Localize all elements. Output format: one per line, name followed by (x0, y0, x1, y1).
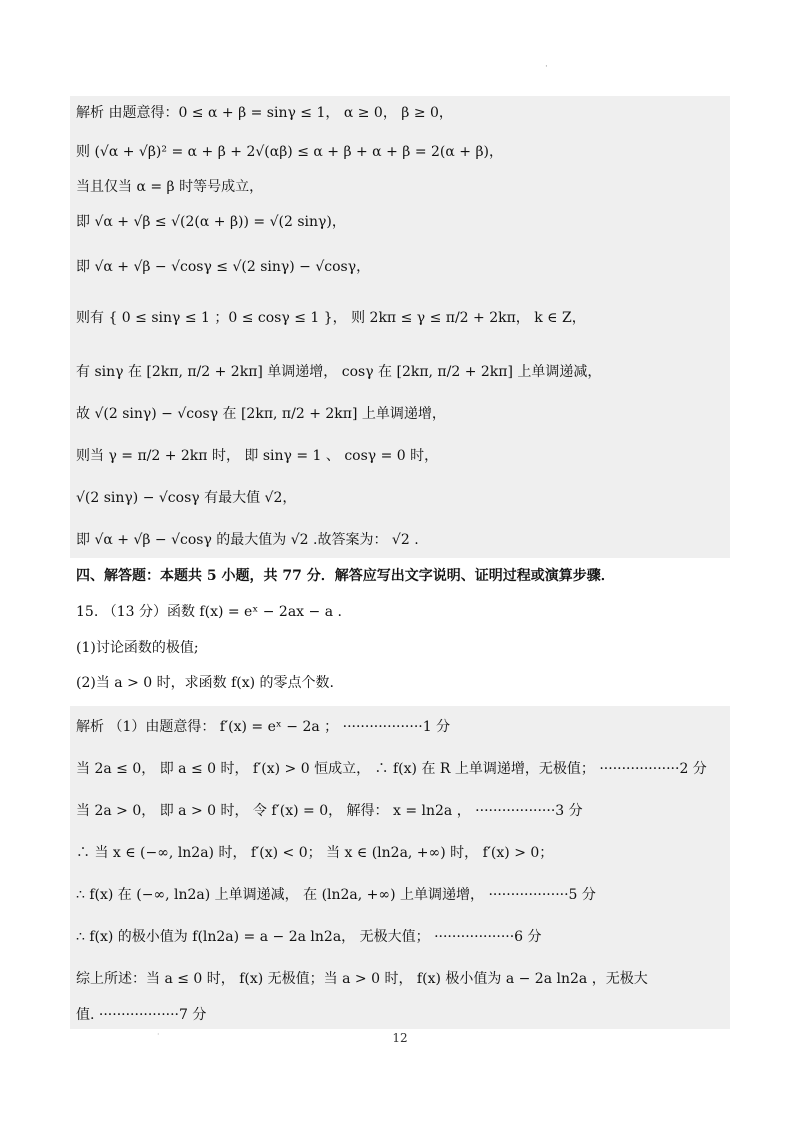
solution-line: 解析 （1）由题意得： f′(x) = eˣ − 2a ； ··················1 分 (76, 719, 451, 735)
solution-line: 则当 γ = π/2 + 2kπ 时， 即 sinγ = 1 、 cosγ = 0 时， (76, 448, 439, 464)
solution-line: 即 √α + √β − √cosγ 的最大值为 √2 .故答案为： √2 . (76, 532, 419, 548)
solution-line: 值. ··················7 分 (76, 1007, 207, 1023)
solution-line: 综上所述：当 a ≤ 0 时， f(x) 无极值；当 a > 0 时， f(x) 极小值为 a − 2a ln2a ，无极大 (76, 971, 648, 987)
solution-line: ∴ f(x) 的极小值为 f(ln2a) = a − 2a ln2a， 无极大值； ··················6 分 (76, 929, 542, 945)
section-heading: 四、解答题：本题共 5 小题，共 77 分．解答应写出文字说明、证明过程或演算步骤． (76, 568, 615, 584)
solution-line: 则 (√α + √β)² = α + β + 2√(αβ) ≤ α + β + α + β = 2(α + β)， (76, 144, 504, 160)
solution-line: 当且仅当 α = β 时等号成立， (76, 179, 264, 195)
solution-line: 故 √(2 sinγ) − √cosγ 在 [2kπ, π/2 + 2kπ] 上单调递增， (76, 406, 446, 422)
solution-line: 当 2a ≤ 0， 即 a ≤ 0 时， f′(x) > 0 恒成立， ∴ f(x) 在 R 上单调递增，无极值； ··················2 分 (76, 761, 707, 777)
solution-line: ∴ 当 x ∈ (−∞, ln2a) 时， f′(x) < 0； 当 x ∈ (ln2a, +∞) 时， f′(x) > 0； (76, 845, 554, 861)
solution-line: 当 2a > 0， 即 a > 0 时， 令 f′(x) = 0， 解得： x = ln2a ， ··················3 分 (76, 803, 583, 819)
problem-part-1: (1)讨论函数的极值; (76, 640, 199, 656)
solution-line: 即 √α + √β ≤ √(2(α + β)) = √(2 sinγ)， (76, 214, 346, 230)
solution-line: ∴ f(x) 在 (−∞, ln2a) 上单调递减， 在 (ln2a, +∞) 上单调递增， ··················5 分 (76, 887, 596, 903)
solution-line: √(2 sinγ) − √cosγ 有最大值 √2， (76, 490, 297, 506)
scan-dot: · (157, 1030, 160, 1039)
problem-stem: 15. （13 分）函数 f(x) = eˣ − 2ax − a . (76, 604, 342, 620)
page-number: 12 (392, 1031, 408, 1045)
solution-line: 有 sinγ 在 [2kπ, π/2 + 2kπ] 单调递增， cosγ 在 [2kπ, π/2 + 2kπ] 上单调递减， (76, 364, 602, 380)
scan-dot: · (545, 62, 548, 72)
solution-line: 即 √α + √β − √cosγ ≤ √(2 sinγ) − √cosγ， (76, 259, 371, 275)
solution-line: 解析 由题意得：0 ≤ α + β = sinγ ≤ 1， α ≥ 0， β ≥ 0， (76, 105, 453, 121)
problem-part-2: (2)当 a > 0 时，求函数 f(x) 的零点个数. (76, 675, 334, 691)
solution-line: 则有 { 0 ≤ sinγ ≤ 1 ；0 ≤ cosγ ≤ 1 }， 则 2kπ ≤ γ ≤ π/2 + 2kπ， k ∈ Z， (76, 310, 586, 326)
